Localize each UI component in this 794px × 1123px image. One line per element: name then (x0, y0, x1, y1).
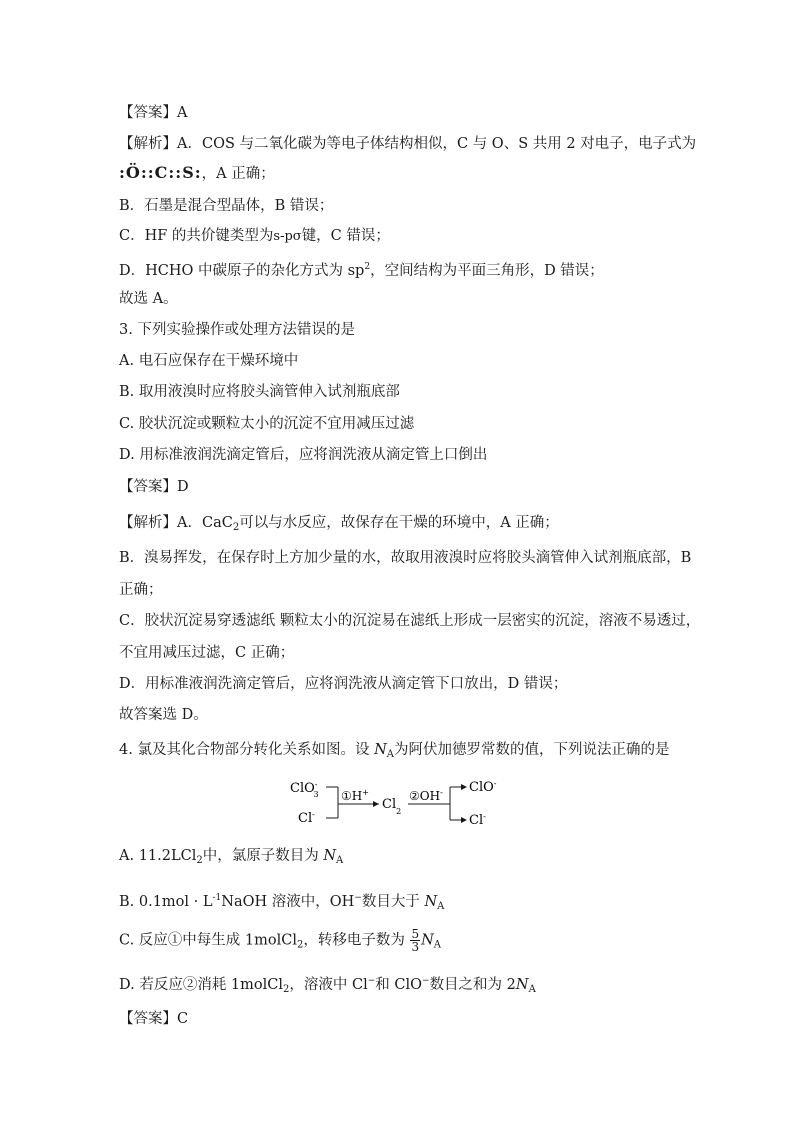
diagram-arrowhead-top (461, 784, 467, 790)
q3-conclusion: 故答案选 D。 (119, 707, 208, 723)
diagram-arrowhead-1 (373, 801, 379, 807)
diagram-reactant-clo3: ClO-3 (290, 780, 319, 799)
q3-stem: 3. 下列实验操作或处理方法错误的是 (119, 322, 355, 338)
q3-answer: 【答案】D (119, 479, 189, 495)
q2-analysis-a-cont: :Ö::C::S:，A 正确； (119, 163, 275, 182)
q3-option-d: D. 用标准液润洗滴定管后，应将润洗液从滴定管上口倒出 (119, 447, 488, 463)
q3-option-b: B. 取用液溴时应将胶头滴管伸入试剂瓶底部 (119, 384, 400, 400)
q2-conclusion: 故选 A。 (119, 291, 178, 307)
q3-option-c: C. 胶状沉淀或颗粒太小的沉淀不宜用减压过滤 (119, 416, 415, 432)
reaction-diagram (286, 776, 516, 826)
q4-option-b: B. $0.1mol \cdot L^{-1}NaOH$ 溶液中，OH−数目大于 $N_A$ (119, 893, 445, 912)
diagram-middle-cl2: $Cl_2$ (382, 797, 402, 816)
q4-option-a: A. 11.2LCl$_2$中，氯原子数目为 $N_A$ (119, 848, 344, 866)
diagram-product-cl: Cl- (469, 812, 486, 826)
q2-analysis-c: C．HF 的共价键类型为s-pσ键，C 错误； (119, 228, 390, 244)
q3-analysis-c-cont: 不宜用减压过滤，C 正确； (119, 645, 295, 661)
diagram-step-1-label: ①H+ (341, 788, 369, 803)
q3-analysis-a: 【解析】A．CaC$_2$可以与水反应，故保存在干燥的环境中，A 正确； (119, 515, 559, 533)
q2-analysis-d: D．HCHO 中碳原子的杂化方式为 $sp^2$，空间结构为平面三角形，D 错误； (119, 262, 604, 279)
diagram-reactant-cl: Cl- (298, 810, 315, 826)
fraction-5-3: $\frac{5}{3}$ (411, 927, 420, 954)
q4-answer: 【答案】C (119, 1011, 189, 1027)
q4-option-d: D. 若反应②消耗 1molCl$_2$，溶液中 Cl−和 ClO−数目之和为 $2N_A$ (119, 976, 536, 995)
diagram-arrowhead-bottom (461, 817, 467, 823)
q3-analysis-b: B．溴易挥发，在保存时上方加少量的水，故取用液溴时应将胶头滴管伸入试剂瓶底部，B (119, 550, 692, 566)
q3-analysis-d: D．用标准液润洗滴定管后，应将润洗液从滴定管下口放出，D 错误； (119, 676, 568, 692)
q2-analysis-b: B．石墨是混合型晶体，B 错误； (119, 198, 334, 214)
lewis-structure: :Ö::C::S: (119, 163, 202, 182)
q4-option-c: C. 反应①中每生成 1molCl$_2$，转移电子数为 $\frac{5}{3}$ $N_A$ (119, 927, 442, 954)
q3-option-a: A. 电石应保存在干燥环境中 (119, 353, 299, 369)
q2-answer: 【答案】A (119, 105, 188, 121)
q3-analysis-b-cont: 正确； (119, 582, 163, 598)
q2-analysis-a: 【解析】A．COS 与二氧化碳为等电子体结构相似，C 与 O、S 共用 2 对电子，电子式为 (119, 136, 697, 152)
q4-stem: 4. 氯及其化合物部分转化关系如图。设 $N_A$为阿伏加德罗常数的值，下列说法正确的是 (119, 742, 670, 760)
diagram-product-clo: ClO- (469, 779, 497, 795)
q3-analysis-c: C．胶状沉淀易穿透滤纸 颗粒太小的沉淀易在滤纸上形成一层密实的沉淀，溶液不易透过， (119, 613, 701, 629)
diagram-step-2-label: ②OH- (409, 788, 443, 803)
